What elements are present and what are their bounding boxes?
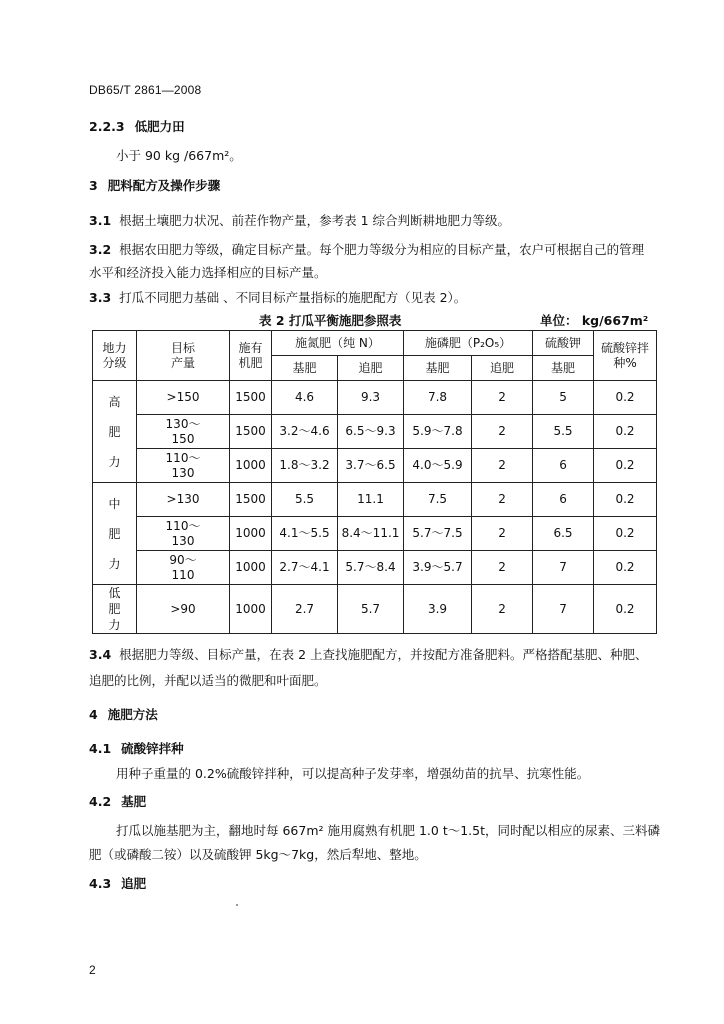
section-number: 4.3 [89, 876, 112, 891]
cell-n-base: 2.7 [272, 585, 338, 634]
cell-n-top: 9.3 [338, 381, 404, 415]
paragraph-text: 根据农田肥力等级，确定目标产量。每个肥力等级分为相应的目标产量，农户可根据自己的管理 [119, 242, 645, 257]
header-k-base: 基肥 [533, 356, 594, 381]
paragraph-3-4-line1 [89, 645, 648, 663]
header-p-base: 基肥 [404, 356, 472, 381]
cell-zinc: 0.2 [594, 449, 657, 483]
cell-target: >130 [137, 483, 230, 517]
group-label-high: 高 肥 力 [93, 381, 137, 483]
cell-n-base: 5.5 [272, 483, 338, 517]
section-number: 2.2.3 [89, 119, 125, 134]
paragraph-text: 根据土壤肥力状况、前茬作物产量，参考表 1 综合判断耕地肥力等级。 [119, 213, 511, 228]
paragraph-3-1 [89, 211, 510, 229]
document-code: DB65/T 2861—2008 [89, 83, 202, 97]
paragraph-3-3 [89, 288, 466, 306]
heading-4-1 [89, 739, 184, 757]
paragraph-3-4-line2: 追肥的比例，并配以适当的微肥和叶面肥。 [89, 673, 327, 688]
cell-p-base: 5.9～7.8 [404, 415, 472, 449]
header-p-top: 追肥 [472, 356, 533, 381]
cell-target: >150 [137, 381, 230, 415]
table-unit: 单位： kg/667m² [540, 313, 649, 328]
cell-n-base: 4.6 [272, 381, 338, 415]
paragraph-4-2-line1: 打瓜以施基肥为主，翻地时每 667m² 施用腐熟有机肥 1.0 t～1.5t，同时配以相应的尿素、三料磷 [116, 823, 661, 838]
cell-zinc: 0.2 [594, 585, 657, 634]
cell-zinc: 0.2 [594, 483, 657, 517]
cell-k-base: 5 [533, 381, 594, 415]
cell-n-top: 8.4～11.1 [338, 517, 404, 551]
header-n-base: 基肥 [272, 356, 338, 381]
cell-p-top: 2 [472, 483, 533, 517]
header-nitrogen: 施氮肥（纯 N） [272, 331, 404, 356]
cell-zinc: 0.2 [594, 517, 657, 551]
cell-k-base: 7 [533, 551, 594, 585]
cell-p-base: 3.9～5.7 [404, 551, 472, 585]
section-number: 4.1 [89, 741, 112, 756]
cell-p-top: 2 [472, 449, 533, 483]
fertilizer-table [92, 330, 657, 634]
cell-p-base: 5.7～7.5 [404, 517, 472, 551]
table-row [93, 551, 657, 585]
table-caption: 表 2 打瓜平衡施肥参照表 [259, 313, 402, 328]
cell-k-base: 6 [533, 483, 594, 517]
section-title: 低肥力田 [134, 119, 185, 134]
heading-4 [89, 705, 158, 723]
cell-p-top: 2 [472, 551, 533, 585]
cell-k-base: 5.5 [533, 415, 594, 449]
section-number: 3.1 [89, 213, 112, 228]
cell-p-base: 4.0～5.9 [404, 449, 472, 483]
header-organic-fertilizer: 施有 机肥 [230, 331, 272, 381]
heading-3 [89, 176, 220, 194]
table-row [93, 381, 657, 415]
cell-p-top: 2 [472, 585, 533, 634]
cell-organic: 1500 [230, 381, 272, 415]
cell-target: 110～ 130 [137, 449, 230, 483]
paragraph-3-2-line2: 水平和经济投入能力选择相应的目标产量。 [89, 265, 327, 280]
heading-2-2-3 [89, 117, 185, 135]
cell-k-base: 6 [533, 449, 594, 483]
paragraph-2-2-3: 小于 90 kg /667m²。 [116, 148, 242, 163]
section-title: 硫酸锌拌种 [121, 741, 184, 756]
paragraph-3-2-line1 [89, 240, 644, 258]
section-title: 追肥 [121, 876, 147, 891]
section-number: 3.4 [89, 647, 112, 662]
section-number: 3.2 [89, 242, 112, 257]
table-row [93, 483, 657, 517]
header-n-top: 追肥 [338, 356, 404, 381]
group-label-low: 低 肥 力 [93, 585, 137, 634]
heading-4-3 [89, 874, 146, 892]
table-row [93, 585, 657, 634]
header-level: 地力 分级 [93, 331, 137, 381]
group-label-medium: 中 肥 力 [93, 483, 137, 585]
section-title: 基肥 [121, 794, 147, 809]
section-number: 4.2 [89, 794, 112, 809]
cell-n-base: 2.7～4.1 [272, 551, 338, 585]
scan-speck [236, 904, 238, 906]
cell-n-top: 6.5～9.3 [338, 415, 404, 449]
header-target-yield: 目标 产量 [137, 331, 230, 381]
table-row [93, 449, 657, 483]
cell-target: 110～ 130 [137, 517, 230, 551]
cell-zinc: 0.2 [594, 551, 657, 585]
table-header-row-1 [93, 331, 657, 356]
cell-target: 130～ 150 [137, 415, 230, 449]
section-number: 3.3 [89, 290, 112, 305]
cell-target: 90～ 110 [137, 551, 230, 585]
cell-n-base: 1.8～3.2 [272, 449, 338, 483]
section-title: 施肥方法 [107, 707, 158, 722]
cell-p-top: 2 [472, 415, 533, 449]
cell-p-top: 2 [472, 517, 533, 551]
paragraph-4-1: 用种子重量的 0.2%硫酸锌拌种，可以提高种子发芽率，增强幼苗的抗旱、抗寒性能。 [116, 766, 590, 781]
table-row [93, 517, 657, 551]
cell-organic: 1000 [230, 449, 272, 483]
cell-p-base: 7.8 [404, 381, 472, 415]
cell-zinc: 0.2 [594, 381, 657, 415]
cell-organic: 1000 [230, 551, 272, 585]
page-number: 2 [89, 963, 96, 977]
paragraph-4-2-line2: 肥（或磷酸二铵）以及硫酸钾 5kg～7kg，然后犁地、整地。 [89, 847, 427, 862]
cell-p-base: 3.9 [404, 585, 472, 634]
cell-organic: 1500 [230, 483, 272, 517]
paragraph-text: 打瓜不同肥力基础 、不同目标产量指标的施肥配方（见表 2）。 [119, 290, 467, 305]
cell-zinc: 0.2 [594, 415, 657, 449]
heading-4-2 [89, 792, 146, 810]
section-number: 3 [89, 178, 98, 193]
cell-n-base: 3.2～4.6 [272, 415, 338, 449]
cell-n-top: 5.7 [338, 585, 404, 634]
cell-organic: 1000 [230, 585, 272, 634]
paragraph-text: 根据肥力等级、目标产量，在表 2 上查找施肥配方，并按配方准备肥料。严格搭配基肥、种肥、 [119, 647, 648, 662]
cell-n-top: 5.7～8.4 [338, 551, 404, 585]
section-number: 4 [89, 707, 98, 722]
cell-n-base: 4.1～5.5 [272, 517, 338, 551]
cell-target: >90 [137, 585, 230, 634]
cell-k-base: 6.5 [533, 517, 594, 551]
cell-n-top: 3.7～6.5 [338, 449, 404, 483]
cell-organic: 1000 [230, 517, 272, 551]
section-title: 肥料配方及操作步骤 [107, 178, 221, 193]
header-zinc: 硫酸锌拌 种% [594, 331, 657, 381]
header-phosphate: 施磷肥（P₂O₅） [404, 331, 533, 356]
cell-p-base: 7.5 [404, 483, 472, 517]
cell-n-top: 11.1 [338, 483, 404, 517]
header-potassium: 硫酸钾 [533, 331, 594, 356]
cell-p-top: 2 [472, 381, 533, 415]
cell-organic: 1500 [230, 415, 272, 449]
cell-k-base: 7 [533, 585, 594, 634]
table-row [93, 415, 657, 449]
